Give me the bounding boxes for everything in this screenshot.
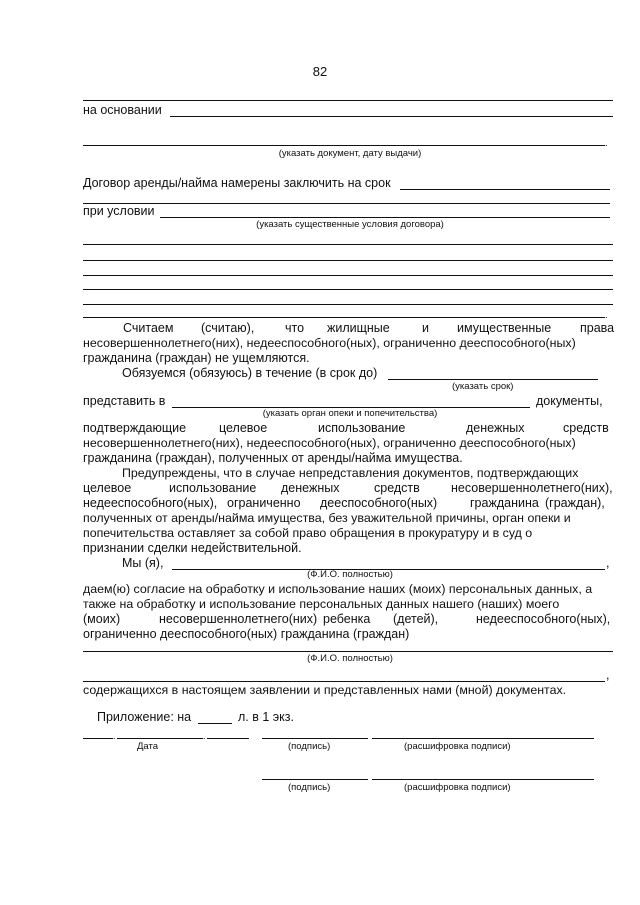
word: целевое (83, 481, 132, 495)
field-line[interactable] (83, 100, 613, 101)
word: имущественные (457, 321, 552, 335)
word: несовершеннолетнего(них), (451, 481, 613, 495)
word: денежных (281, 481, 340, 495)
term-field-line-2[interactable] (83, 203, 610, 204)
word: жилищные (327, 321, 390, 335)
warning-line-6: признании сделки недействительной. (83, 541, 302, 555)
word: средств (563, 421, 609, 435)
obligation-text: Обязуемся (обязуюсь) в течение (в срок до) (122, 366, 378, 380)
date-label: Дата (137, 741, 159, 752)
signature-decode-field[interactable] (372, 738, 594, 739)
word: дееспособного(ных) (320, 496, 438, 510)
word: использование (318, 421, 406, 435)
condition-field-line-2[interactable] (83, 244, 613, 245)
word: и (422, 321, 429, 335)
word: несовершеннолетнего(них) (159, 612, 318, 626)
comma-mark: , (606, 556, 610, 570)
signature-label-2: (подпись) (288, 782, 331, 793)
signature-label: (подпись) (288, 741, 331, 752)
signature-field[interactable] (262, 738, 368, 739)
consent-line-2: также на обработку и использование персональных данных нашего (наших) моего (83, 597, 560, 611)
condition-field-line-6[interactable] (83, 304, 613, 305)
signature-decode-label-2: (расшифровка подписи) (404, 782, 511, 793)
attachment-sheets-field[interactable] (198, 723, 232, 724)
word: средств (374, 481, 420, 495)
basis-hint: (указать документ, дату выдачи) (278, 148, 422, 159)
consider-line-1 (83, 321, 613, 336)
signature-decode-field-2[interactable] (372, 779, 594, 780)
attachment-prefix: Приложение: на (97, 710, 192, 724)
consider-line-2: несовершеннолетнего(них), недееспособного(ных), ограниченно дееспособного(ных) (83, 336, 576, 350)
consent-line-1: даем(ю) согласие на обработку и использование наших (моих) персональных данных, а (83, 582, 593, 596)
condition-field-line[interactable] (160, 217, 610, 218)
date-field-day[interactable] (83, 738, 113, 739)
word: использование (169, 481, 257, 495)
organ-hint: (указать орган опеки и попечительства) (262, 408, 438, 419)
obligation-line-3: гражданина (граждан), полученных от аренды/найма имущества. (83, 451, 463, 465)
word: денежных (466, 421, 525, 435)
warning-line-2 (83, 481, 613, 496)
fio-hint-2: (Ф.И.О. полностью) (307, 653, 393, 664)
signature-decode-label: (расшифровка подписи) (404, 741, 511, 752)
condition-hint: (указать существенные условия договора) (256, 219, 444, 230)
basis-field-line-2[interactable] (83, 145, 605, 146)
date-field-month[interactable] (117, 738, 203, 739)
date-separator: . (113, 731, 116, 742)
warning-line-1: Предупреждены, что в случае непредставления документов, подтверждающих (122, 466, 579, 480)
consider-line-3: гражданина (граждан) не ущемляются. (83, 351, 310, 365)
page-number: 82 (312, 64, 328, 79)
date-field-year[interactable] (207, 738, 249, 739)
fio-field-line-2[interactable] (83, 651, 613, 652)
condition-field-line-4[interactable] (83, 275, 613, 276)
signature-field-2[interactable] (262, 779, 368, 780)
basis-label: на основании (83, 103, 162, 117)
obligation-line-1 (83, 421, 613, 436)
consent-line-4: ограниченно дееспособного(ных) гражданина (граждан) (83, 627, 410, 641)
word: подтверждающие (83, 421, 187, 435)
condition-field-line-3[interactable] (83, 260, 613, 261)
word: недееспособного(ных), (83, 496, 218, 510)
date-separator: . (203, 731, 206, 742)
word: (считаю), (201, 321, 255, 335)
warning-line-3 (83, 496, 613, 511)
obligation-term-hint: (указать срок) (452, 381, 514, 392)
word: гражданина (470, 496, 539, 510)
we-label: Мы (я), (122, 556, 164, 570)
word: недееспособного(ных), (476, 612, 611, 626)
word: что (285, 321, 305, 335)
attachment-suffix: л. в 1 экз. (238, 710, 294, 724)
word: (моих) (83, 612, 121, 626)
fio-field-line-3[interactable] (83, 681, 605, 682)
obligation-line-2: несовершеннолетнего(них), недееспособного(ных), ограниченно дееспособного(ных) (83, 436, 576, 450)
word: ребенка (323, 612, 371, 626)
condition-field-line-7[interactable] (83, 317, 605, 318)
warning-line-5: попечительства оставляет за собой право обращения в прокуратуру и в суд о (83, 526, 533, 540)
word: (детей), (393, 612, 439, 626)
comma-mark: , (606, 668, 610, 682)
word: целевое (219, 421, 268, 435)
condition-field-line-5[interactable] (83, 289, 613, 290)
consent-line-3 (83, 612, 613, 627)
word: (граждан), (545, 496, 605, 510)
condition-label: при условии (83, 204, 155, 218)
obligation-term-field-line[interactable] (388, 379, 598, 380)
word: права (580, 321, 615, 335)
word: Считаем (123, 321, 174, 335)
basis-field-line[interactable] (170, 116, 613, 117)
period-mark: . (605, 138, 608, 149)
term-field-line[interactable] (400, 189, 610, 190)
fio-hint: (Ф.И.О. полностью) (307, 569, 393, 580)
word: ограниченно (227, 496, 301, 510)
period-mark: . (605, 310, 608, 321)
documents-label: документы, (536, 394, 603, 408)
contained-text: содержащихся в настоящем заявлении и представленных нами (мной) документах. (83, 683, 567, 697)
submit-label: представить в (83, 394, 166, 408)
term-text: Договор аренды/найма намерены заключить на срок (83, 176, 391, 190)
warning-line-4: полученных от аренды/найма имущества, без уважительной причины, орган опеки и (83, 511, 571, 525)
